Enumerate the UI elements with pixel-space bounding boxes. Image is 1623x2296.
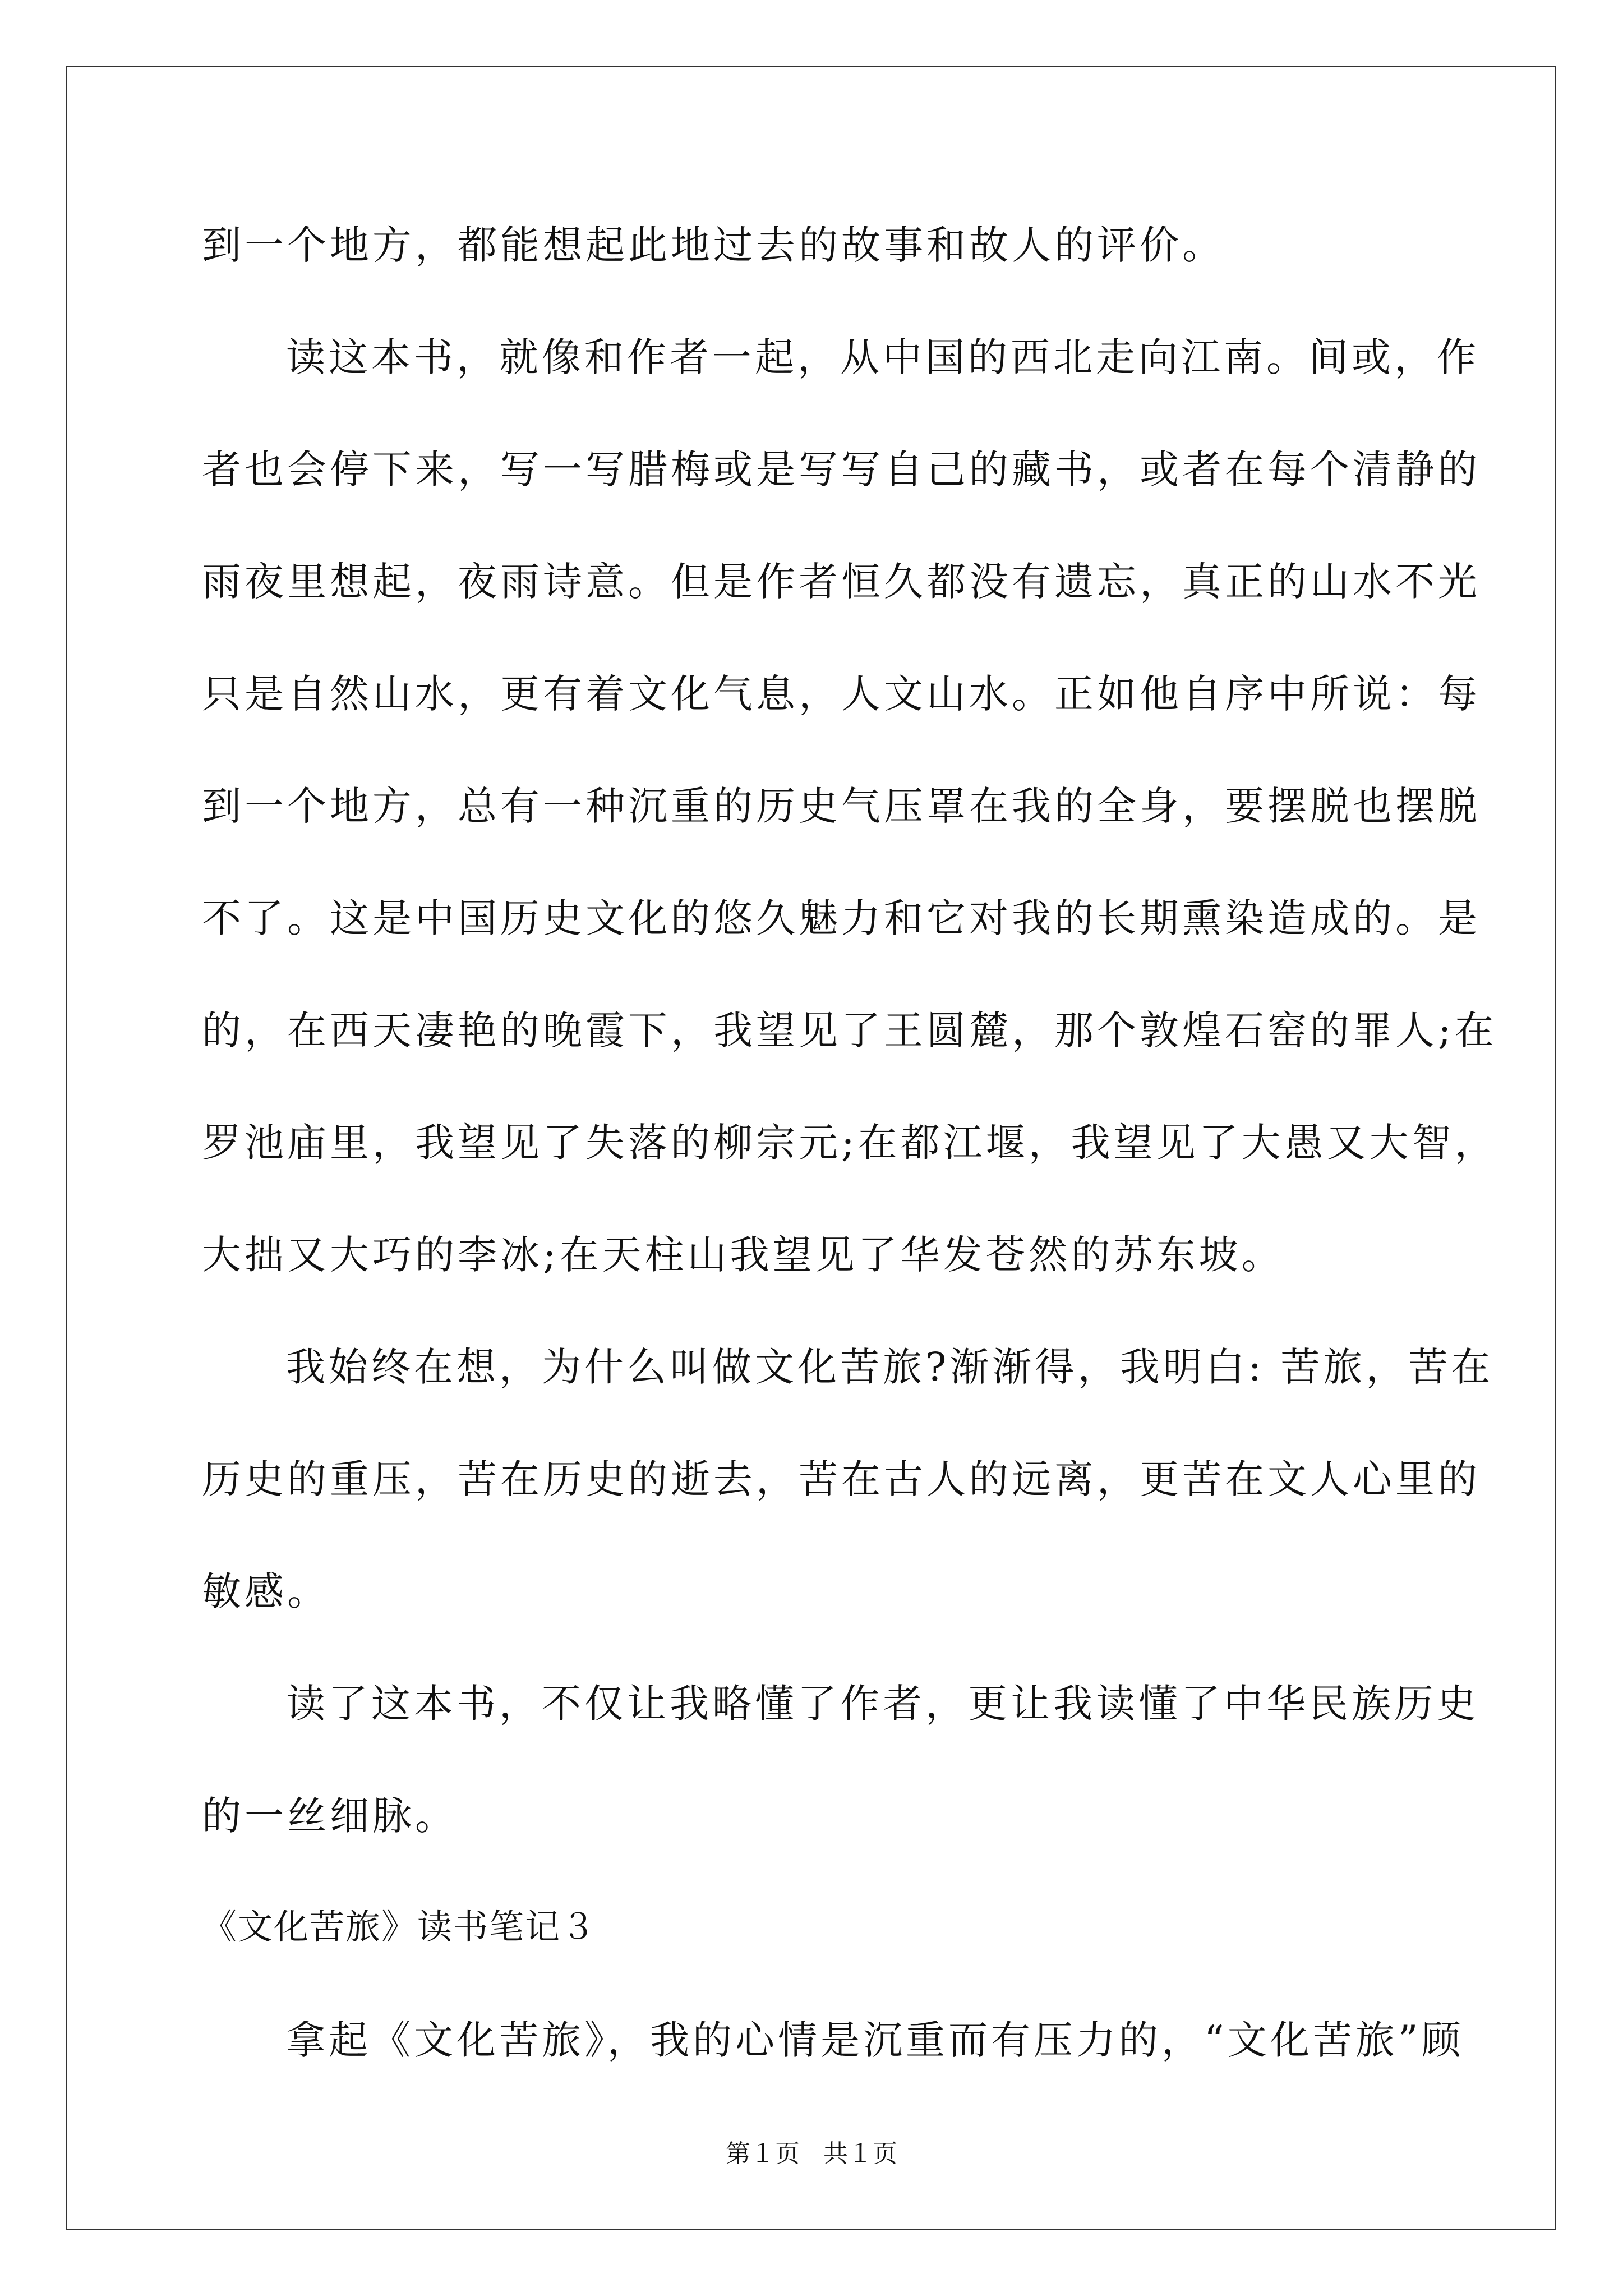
text-line: 敏感。 [202,1568,330,1614]
text-line: 只是自然山水，更有着文化气息，人文山水。正如他自序中所说：每 [202,671,1481,717]
text-line: 到一个地方，都能想起此地过去的故事和故人的评价。 [202,222,1225,268]
text-line: 读这本书，就像和作者一起，从中国的西北走向江南。间或，作 [286,334,1479,380]
text-line: 罗池庙里，我望见了失落的柳宗元;在都江堰，我望见了大愚又大智， [202,1120,1497,1166]
text-line: 历史的重压，苦在历史的逝去，苦在古人的远离，更苦在文人心里的 [202,1456,1481,1502]
text-line: 不了。这是中国历史文化的悠久魅力和它对我的长期熏染造成的。是 [202,895,1481,941]
text-line: 读了这本书，不仅让我略懂了作者，更让我读懂了中华民族历史 [286,1681,1479,1727]
text-line: 我始终在想，为什么叫做文化苦旅?渐渐得，我明白: 苦旅，苦在 [286,1344,1494,1390]
text-line: 拿起《文化苦旅》，我的心情是沉重而有压力的，“文化苦旅”顾 [286,2017,1464,2063]
page-footer: 第１页 共１页 [726,2139,897,2168]
section-heading: 《文化苦旅》读书笔记３ [202,1906,597,1947]
text-line: 到一个地方，总有一种沉重的历史气压罩在我的全身，要摆脱也摆脱 [202,783,1481,829]
text-line: 的一丝细脉。 [202,1793,458,1839]
text-line: 的，在西天凄艳的晚霞下，我望见了王圆麓，那个敦煌石窑的罪人;在 [202,1007,1497,1053]
text-line: 者也会停下来，写一写腊梅或是写写自己的藏书，或者在每个清静的 [202,447,1481,493]
text-line: 雨夜里想起，夜雨诗意。但是作者恒久都没有遗忘，真正的山水不光 [202,559,1481,605]
text-line: 大拙又大巧的李冰;在天柱山我望见了华发苍然的苏东坡。 [202,1232,1284,1278]
